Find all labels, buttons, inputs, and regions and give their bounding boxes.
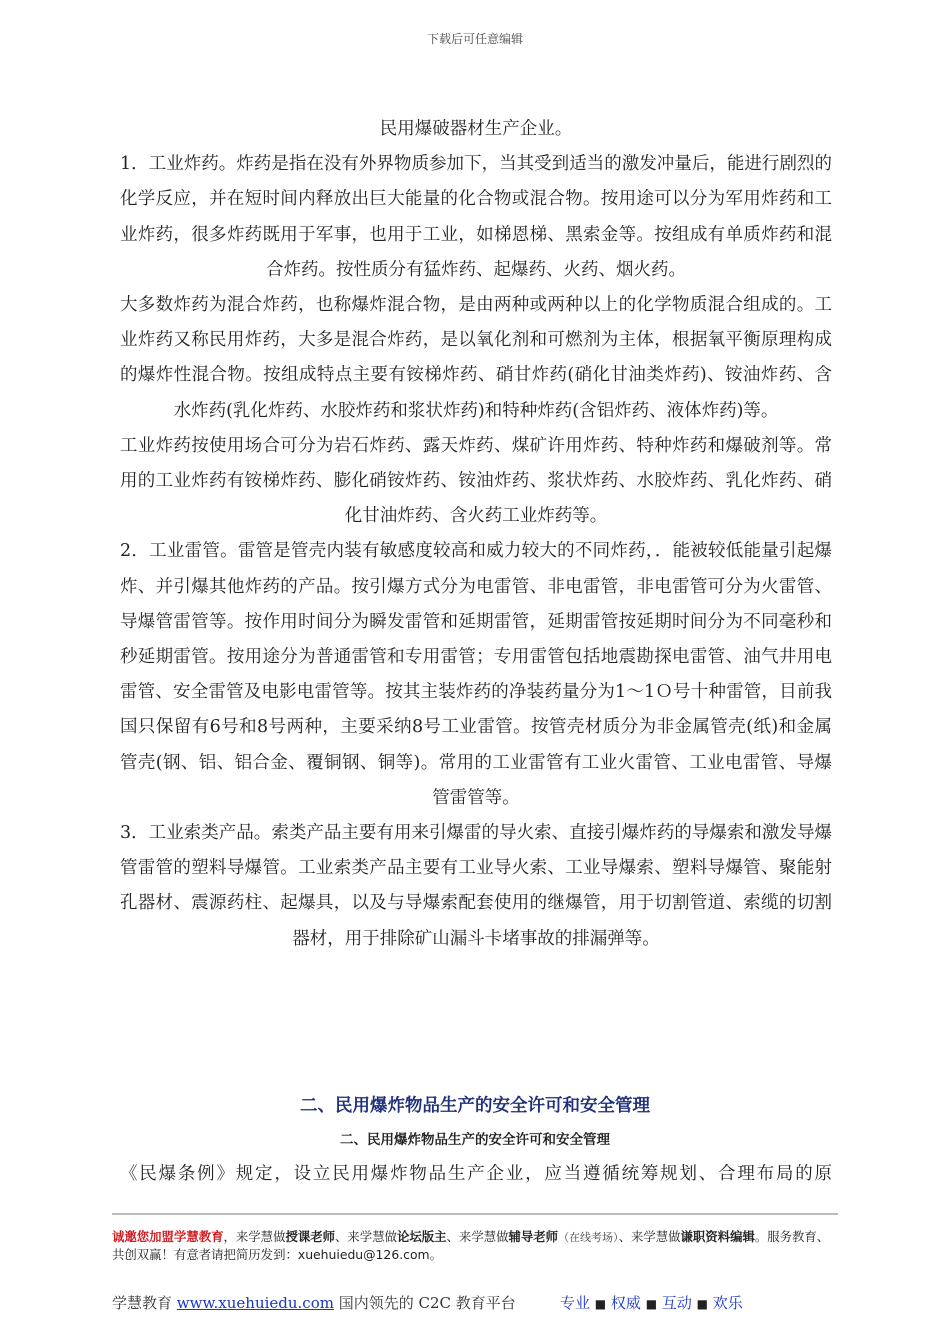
square-bullet-icon: ■ <box>696 1297 708 1311</box>
footer-divider <box>112 1213 838 1215</box>
slogan-word: 权威 <box>610 1294 641 1312</box>
slogan <box>560 1292 743 1313</box>
slogan-word: 专业 <box>560 1294 591 1312</box>
footer-invitation <box>112 1228 838 1263</box>
page-header-note: 下载后可任意编辑 <box>426 32 523 46</box>
section-first-line: 《民爆条例》规定，设立民用爆炸物品生产企业，应当遵循统筹规划、合理布局的原 <box>120 1164 832 1184</box>
invite-role-moderator: 论坛版主 <box>396 1229 447 1244</box>
invite-highlight: 诚邀您加盟学慧教育 <box>112 1229 224 1244</box>
brand-tagline: 国内领先的 C2C 教育平台 <box>333 1294 516 1312</box>
paragraph-detonators: 2．工业雷管。雷管是管壳内装有敏感度较高和威力较大的不同炸药，．能被较低能量引起爆炸、并引爆其他炸药的产品。按引爆方式分为电雷管、非电雷管，非电雷管可分为火雷管、导爆管雷管等。按作用时间分为瞬发雷管和延期雷管，延期雷管按延期时间分为不同毫秒和秒延期雷管。按用途分为普通雷管和专用雷管；专用雷管包括地震勘探电雷管、油气井用电雷管、安全雷管及电影电雷管等。按其主装炸药的净装药量分为1～1Ｏ号十种雷管，目前我国只保留有6号和8号两种，主要采纳8号工业雷管。按管壳材质分为非金属管壳(纸)和金属管壳(钢、铝、铝合金、覆铜钢、铜等)。常用的工业雷管有工业火雷管、工业电雷管、导爆管雷管等。 <box>120 541 832 808</box>
invite-text: 、来学慧做 <box>618 1229 681 1244</box>
paragraph-industrial-explosives: 1．工业炸药。炸药是指在没有外界物质参加下，当其受到适当的激发冲量后，能进行剧烈的化学反应，并在短时间内释放出巨大能量的化合物或混合物。按用途可以分为军用炸药和工业炸药，很多炸药既用于军事，也用于工业，如梯恩梯、黑索金等。按组成有单质炸药和混合炸药。按性质分有猛炸药、起爆药、火药、烟火药。 <box>120 154 832 280</box>
square-bullet-icon: ■ <box>645 1297 658 1311</box>
document-body <box>120 112 832 957</box>
invite-role-editor: 谦职资料编辑 <box>680 1229 755 1244</box>
footer-brand-line <box>112 1292 838 1313</box>
brand-name: 学慧教育 <box>112 1294 177 1312</box>
paragraph-intro: 民用爆破器材生产企业。 <box>379 119 573 139</box>
invite-text: 、来学慧做 <box>446 1229 509 1244</box>
square-bullet-icon: ■ <box>594 1297 607 1311</box>
slogan-word: 欢乐 <box>712 1294 743 1312</box>
invite-role-teacher: 授课老师 <box>285 1229 336 1244</box>
paragraph-fuse-products: 3．工业索类产品。索类产品主要有用来引爆雷的导火索、直接引爆炸药的导爆索和激发导爆管雷管的塑料导爆管。工业索类产品主要有工业导火索、工业导爆索、塑料导爆管、聚能射孔器材、震源药柱、起爆具，以及与导爆索配套使用的继爆管，用于切割管道、索缆的切割器材，用于排除矿山漏斗卡堵事故的排漏弹等。 <box>120 823 832 949</box>
paragraph-explosive-usage: 工业炸药按使用场合可分为岩石炸药、露天炸药、煤矿许用炸药、特种炸药和爆破剂等。常用的工业炸药有铵梯炸药、膨化硝铵炸药、铵油炸药、浆状炸药、水胶炸药、乳化炸药、硝化甘油炸药、含火药工业炸药等。 <box>120 435 832 527</box>
paragraph-mixed-explosives: 大多数炸药为混合炸药，也称爆炸混合物，是由两种或两种以上的化学物质混合组成的。工业炸药又称民用炸药，大多是混合炸药，是以氧化剂和可燃剂为主体，根据氧平衡原理构成的爆炸性混合物。按组成特点主要有铵梯炸药、硝甘炸药(硝化甘油类炸药)、铵油炸药、含水炸药(乳化炸药、水胶炸药和浆状炸药)和特种炸药(含铝炸药、液体炸药)等。 <box>120 295 832 421</box>
invite-note: （在线考场） <box>558 1231 619 1244</box>
website-link[interactable]: www.xuehuiedu.com <box>176 1294 334 1312</box>
slogan-word: 互动 <box>661 1294 692 1312</box>
section-subheading: 二、民用爆炸物品生产的安全许可和安全管理 <box>340 1132 610 1148</box>
invite-text: 、来学慧做 <box>335 1229 397 1244</box>
section-heading: 二、民用爆炸物品生产的安全许可和安全管理 <box>300 1096 650 1116</box>
invite-text: 。服务教育、共创双赢！有意者请把简历发到：xuehuiedu@126.com。 <box>112 1229 830 1262</box>
invite-text: ，来学慧做 <box>223 1229 286 1244</box>
invite-role-tutor: 辅导老师 <box>508 1229 559 1244</box>
